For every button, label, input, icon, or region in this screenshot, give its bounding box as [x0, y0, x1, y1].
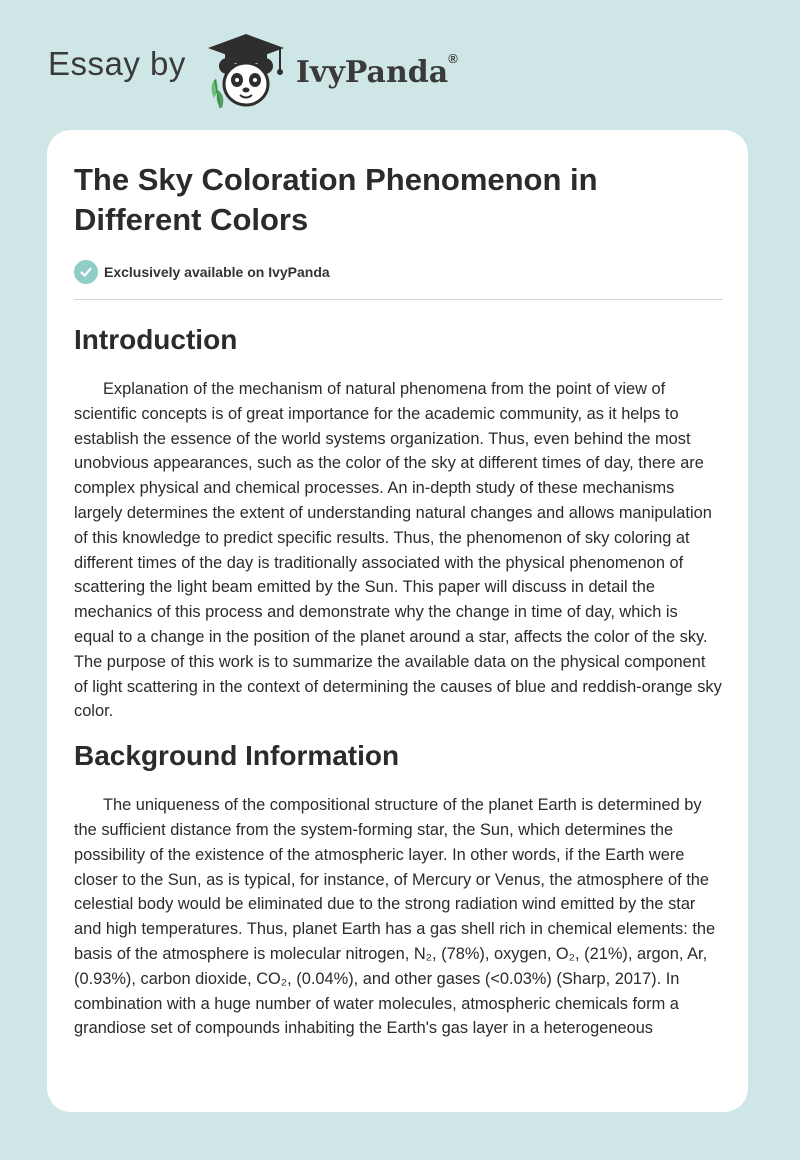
essay-card — [47, 130, 748, 1112]
panda-graduate-icon[interactable] — [200, 30, 292, 110]
divider — [74, 299, 723, 300]
check-icon — [74, 260, 98, 284]
badge-label: Exclusively available on IvyPanda — [104, 264, 330, 280]
section-heading-introduction: Introduction — [74, 324, 238, 355]
essay-by-label: Essay by — [48, 45, 186, 82]
content-fade — [47, 1052, 748, 1112]
registered-mark: ® — [448, 50, 458, 66]
introduction-paragraph: Explanation of the mechanism of natural phenomena from the point of view of scientific concepts is of great importance for the academic community, as it helps to establish the essence of the world systems organization. Thus, even behind the most unobvious appearances, such as the color of the sky at different times of day, there are complex physical and chemical processes. An in-depth study of these mechanisms largely determines the extent of understanding natural changes and allows manipulation of this knowledge to predict specific results. Thus, the phenomenon of sky coloring at different times of the day is traditionally associated with the physical phenomenon of scattering the light beam emitted by the Sun. This paper will discuss in detail the mechanics of this process and demonstrate why the change in time of day, which is equal to a change in the position of the planet around a star, affects the color of the sky. The purpose of this work is to summarize the available data on the physical component of light scattering in the context of determining the causes of blue and reddish-orange sky color. — [74, 380, 722, 721]
background-paragraph: The uniqueness of the compositional structure of the planet Earth is determined by the sufficient distance from the system-forming star, the Sun, which determines the possibility of the existence of the atmospheric layer. In other words, if the Earth were closer to the Sun, as is typical, for instance, of Mercury or Venus, the atmosphere of the celestial body would be eliminated due to the strong radiation wind emitted by the star and high temperatures. Thus, planet Earth has a gas shell rich in chemical elements: the basis of the atmosphere is molecular nitrogen, N₂, (78%), oxygen, O₂, (21%), argon, Ar, (0.93%), carbon dioxide, CO₂, (0.04%), and other gases (<0.03%) (Sharp, 2017). In combination with a huge number of water molecules, atmospheric chemicals form a grandiose set of compounds inhabiting the Earth's gas layer in a heterogeneous — [74, 796, 716, 1038]
section-heading-background: Background Information — [74, 740, 400, 772]
site-header — [48, 30, 458, 110]
essay-title: The Sky Coloration Phenomenon in Different Colors — [74, 162, 598, 237]
exclusive-badge — [74, 260, 722, 284]
brand-name[interactable]: IvyPanda® — [295, 50, 458, 90]
